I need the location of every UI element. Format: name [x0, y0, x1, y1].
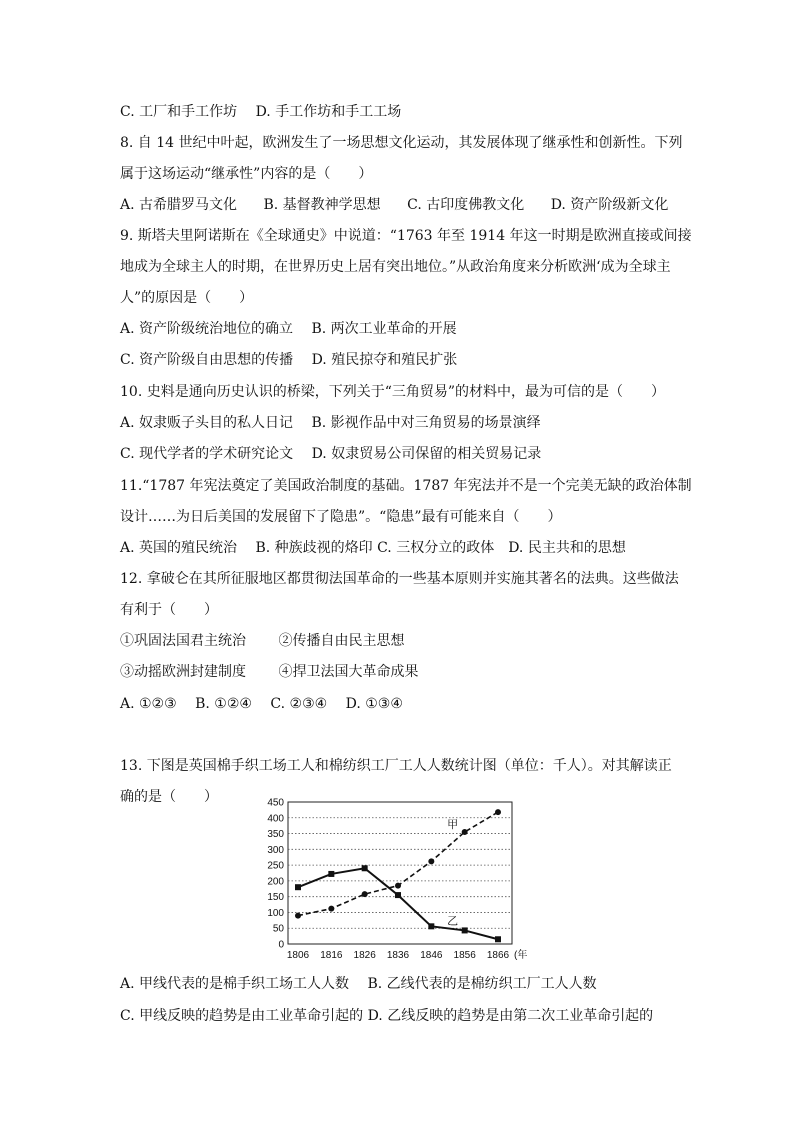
q9-stem-line3: 人”的原因是（ ）	[120, 290, 254, 306]
x-tick-label: 1836	[386, 950, 410, 961]
line-chart-svg	[250, 792, 528, 972]
q8-stem-line1: 8. 自 14 世纪中叶起，欧洲发生了一场思想文化运动，其发展体现了继承性和创新性。下列	[120, 135, 683, 151]
data-point	[328, 906, 334, 912]
q12-options: A. ①②③ B. ①②④ C. ②③④ D. ①③④	[120, 696, 403, 712]
y-tick-label: 350	[267, 829, 284, 841]
data-point	[295, 884, 301, 890]
q9-options-ab: A. 资产阶级统治地位的确立 B. 两次工业革命的开展	[120, 321, 457, 337]
data-point	[362, 865, 368, 871]
data-point	[362, 891, 368, 897]
q9-options-cd: C. 资产阶级自由思想的传播 D. 殖民掠夺和殖民扩张	[120, 352, 458, 368]
q8-options	[120, 195, 668, 215]
y-tick-label: 150	[267, 892, 284, 904]
y-tick-label: 100	[267, 907, 284, 919]
q8-option-b: B. 基督教神学思想	[263, 197, 381, 213]
worker-count-chart	[250, 792, 528, 972]
x-tick-label: 1866	[486, 950, 510, 961]
x-unit-label: (年	[514, 950, 528, 961]
data-point	[495, 936, 501, 942]
q10-stem: 10. 史料是通向历史认识的桥梁，下列关于“三角贸易”的材料中，最为可信的是（ ）	[120, 384, 666, 400]
q13-options-ab: A. 甲线代表的是棉手织工场工人人数 B. 乙线代表的是棉纺织工厂工人人数	[120, 976, 597, 992]
q12-statements-12: ①巩固法国君主统治 ②传播自由民主思想	[120, 633, 405, 649]
y-tick-label: 450	[267, 797, 284, 809]
q11-options: A. 英国的殖民统治 B. 种族歧视的烙印 C. 三权分立的政体 D. 民主共和的思想	[120, 540, 626, 556]
q11-stem-line1: 11.“1787 年宪法奠定了美国政治制度的基础。1787 年宪法并不是一个完美无缺的政治体制	[120, 478, 692, 494]
y-tick-label: 400	[267, 813, 284, 825]
data-point	[462, 829, 468, 835]
q12-stem-line1: 12. 拿破仑在其所征服地区都贯彻法国革命的一些基本原则并实施其著名的法典。这些做法	[120, 571, 679, 587]
y-tick-label: 250	[267, 860, 284, 872]
q9-stem-line2: 地成为全球主人的时期，在世界历史上居有突出地位。”从政治角度来分析欧洲‘成为全球主	[120, 259, 671, 275]
x-tick-label: 1856	[453, 950, 476, 961]
data-point	[428, 858, 434, 864]
data-point	[328, 871, 334, 877]
y-tick-label: 0	[278, 939, 284, 951]
data-point	[395, 892, 401, 898]
q7-options-cd: C. 工厂和手工作坊 D. 手工作坊和手工工场	[120, 104, 402, 120]
q8-option-d: D. 资产阶级新文化	[550, 197, 669, 213]
series-label: 乙	[447, 915, 459, 928]
q8-option-a: A. 古希腊罗马文化	[120, 197, 238, 213]
data-point	[395, 883, 401, 889]
x-tick-label: 1826	[353, 950, 376, 961]
x-tick-label: 1806	[286, 950, 310, 961]
data-point	[462, 927, 468, 933]
y-tick-label: 50	[272, 923, 284, 935]
q13-stem-line1: 13. 下图是英国棉手织工场工人和棉纺织工厂工人人数统计图（单位：千人）。对其解读正	[120, 758, 672, 774]
q13-stem-line2: 确的是（ ）	[120, 789, 218, 805]
q11-stem-line2: 设计……为日后美国的发展留下了隐患”。“隐患”最有可能来自（ ）	[120, 509, 562, 525]
series-label: 甲	[447, 818, 459, 831]
q12-statements-34: ③动摇欧洲封建制度 ④捍卫法国大革命成果	[120, 664, 419, 680]
y-tick-label: 300	[267, 844, 284, 856]
q8-stem-line2: 属于这场运动“继承性”内容的是（ ）	[120, 166, 373, 182]
plot-frame	[288, 802, 512, 944]
data-point	[495, 809, 501, 815]
q9-stem-line1: 9. 斯塔夫里阿诺斯在《全球通史》中说道：“1763 年至 1914 年这一时期是欧洲直接或间接	[120, 228, 692, 244]
q8-option-c: C. 古印度佛教文化	[407, 197, 525, 213]
q10-options-ab: A. 奴隶贩子头目的私人日记 B. 影视作品中对三角贸易的场景演绎	[120, 415, 541, 431]
q12-stem-line2: 有利于（ ）	[120, 602, 218, 618]
q10-options-cd: C. 现代学者的学术研究论文 D. 奴隶贸易公司保留的相关贸易记录	[120, 446, 542, 462]
series-line-jia	[298, 812, 498, 916]
x-tick-label: 1846	[420, 950, 443, 961]
q13-options-cd: C. 甲线反映的趋势是由工业革命引起的 D. 乙线反映的趋势是由第二次工业革命引起的	[120, 1008, 654, 1024]
x-tick-label: 1816	[320, 950, 343, 961]
data-point	[295, 913, 301, 919]
y-tick-label: 200	[267, 876, 284, 888]
data-point	[428, 923, 434, 929]
